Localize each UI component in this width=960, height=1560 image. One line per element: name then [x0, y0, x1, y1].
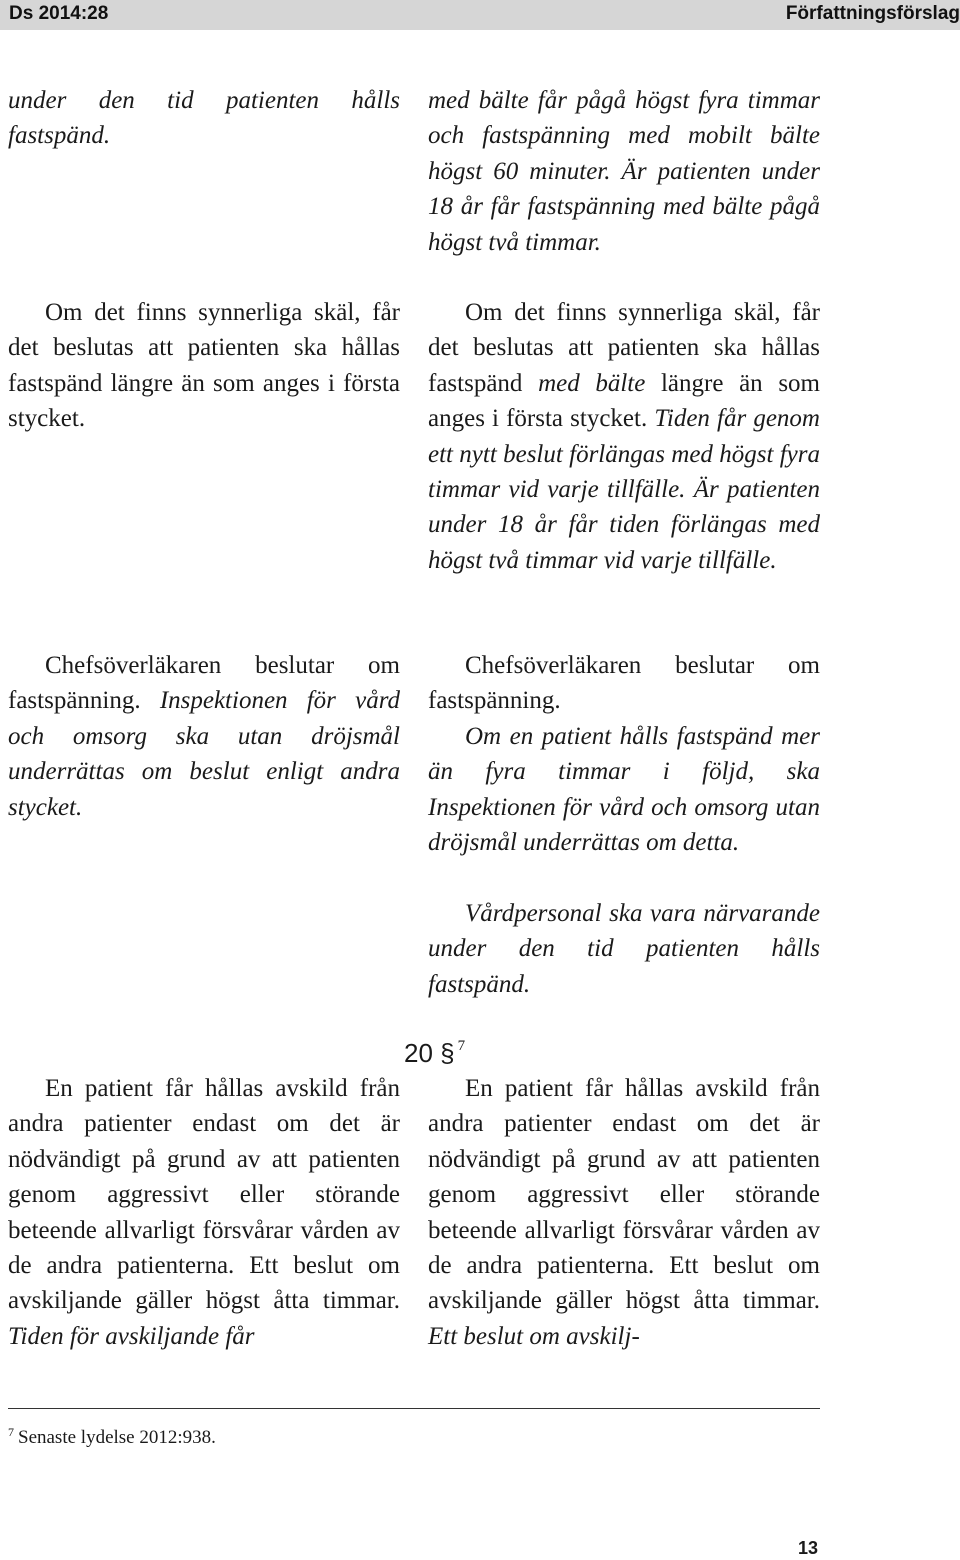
right-paragraph-3: Chefsöverläkaren beslutar om fastspänning. — [428, 652, 820, 715]
left-paragraph-3-italic: Inspektionen för vård och omsorg ska utan dröjsmål underrättas om beslut enligt andra stycket. — [8, 687, 400, 821]
left-paragraph-2: Om det finns synnerliga skäl, får det beslutas att patienten ska hållas fastspänd längre än som anges i första stycket. — [8, 299, 400, 433]
right-paragraph-2-a: Om det finns synnerliga skäl, får det beslutas att patienten ska hållas fastspänd — [428, 299, 820, 397]
left-paragraph-4-text: En patient får hållas avskild från andra patienter endast om det är nödvändigt på grund av att patienten genom aggressivt eller störande beteende allvarligt försvårar vården av de andra patienterna. Ett beslut om avskiljande gäller högst åtta timmar. — [8, 1075, 400, 1315]
section-number — [404, 1038, 465, 1069]
right-paragraph-6-text: En patient får hållas avskild från andra patienter endast om det är nödvändigt på grund av att patienten genom aggressivt eller störande beteende allvarligt försvårar vården av de andra patienterna. Ett beslut om avskiljande gäller högst åtta timmar. — [428, 1075, 820, 1315]
right-paragraph-5: Vårdpersonal ska vara närvarande under den tid patienten hålls fastspänd. — [428, 900, 820, 998]
section-label: 20 § — [404, 1038, 455, 1068]
section-title: Författningsförslag — [785, 3, 960, 24]
footnote-divider — [8, 1408, 820, 1409]
right-paragraph-4: Om en patient hålls fastspänd mer än fyra timmar i följd, ska Inspektionen för vård och omsorg utan dröjsmål underrättas om detta. — [428, 723, 820, 857]
left-paragraph-1: under den tid patienten hålls fastspänd. — [8, 87, 400, 150]
right-paragraph-6-italic: Ett beslut om avskilj- — [428, 1322, 640, 1350]
right-paragraph-2-b: med bälte — [538, 369, 646, 397]
left-paragraph-3-text: Chefsöverläkaren beslutar om fastspänning. — [8, 652, 400, 715]
section-footnote-ref: 7 — [457, 1038, 466, 1054]
right-paragraph-1: med bälte får pågå högst fyra timmar och fastspänning med mobilt bälte högst 60 minuter. Är patienten under 18 år får fastspänning med bälte pågå högst två timmar. — [428, 87, 820, 256]
left-paragraph-4 — [8, 1071, 400, 1354]
right-paragraph-6 — [428, 1071, 820, 1354]
page-number: 13 — [798, 1538, 819, 1558]
document-id: Ds 2014:28 — [9, 3, 109, 24]
page-header — [0, 0, 960, 30]
right-paragraph-2-d: Tiden får genom ett nytt beslut förlängas med högst fyra timmar vid varje tillfälle. Är patienten under 18 år får tiden förlängas med högst två timmar vid varje tillfälle. — [428, 405, 820, 574]
footnote-text: Senaste lydelse 2012:938. — [18, 1427, 216, 1448]
right-paragraph-2 — [428, 295, 820, 578]
left-paragraph-3 — [8, 648, 400, 825]
footnote-marker: 7 — [8, 1425, 14, 1439]
footnote — [8, 1420, 216, 1450]
left-paragraph-4-italic: Tiden för avskiljande får — [8, 1322, 255, 1350]
right-paragraph-2-c: längre än som anges i första stycket. — [428, 369, 820, 433]
